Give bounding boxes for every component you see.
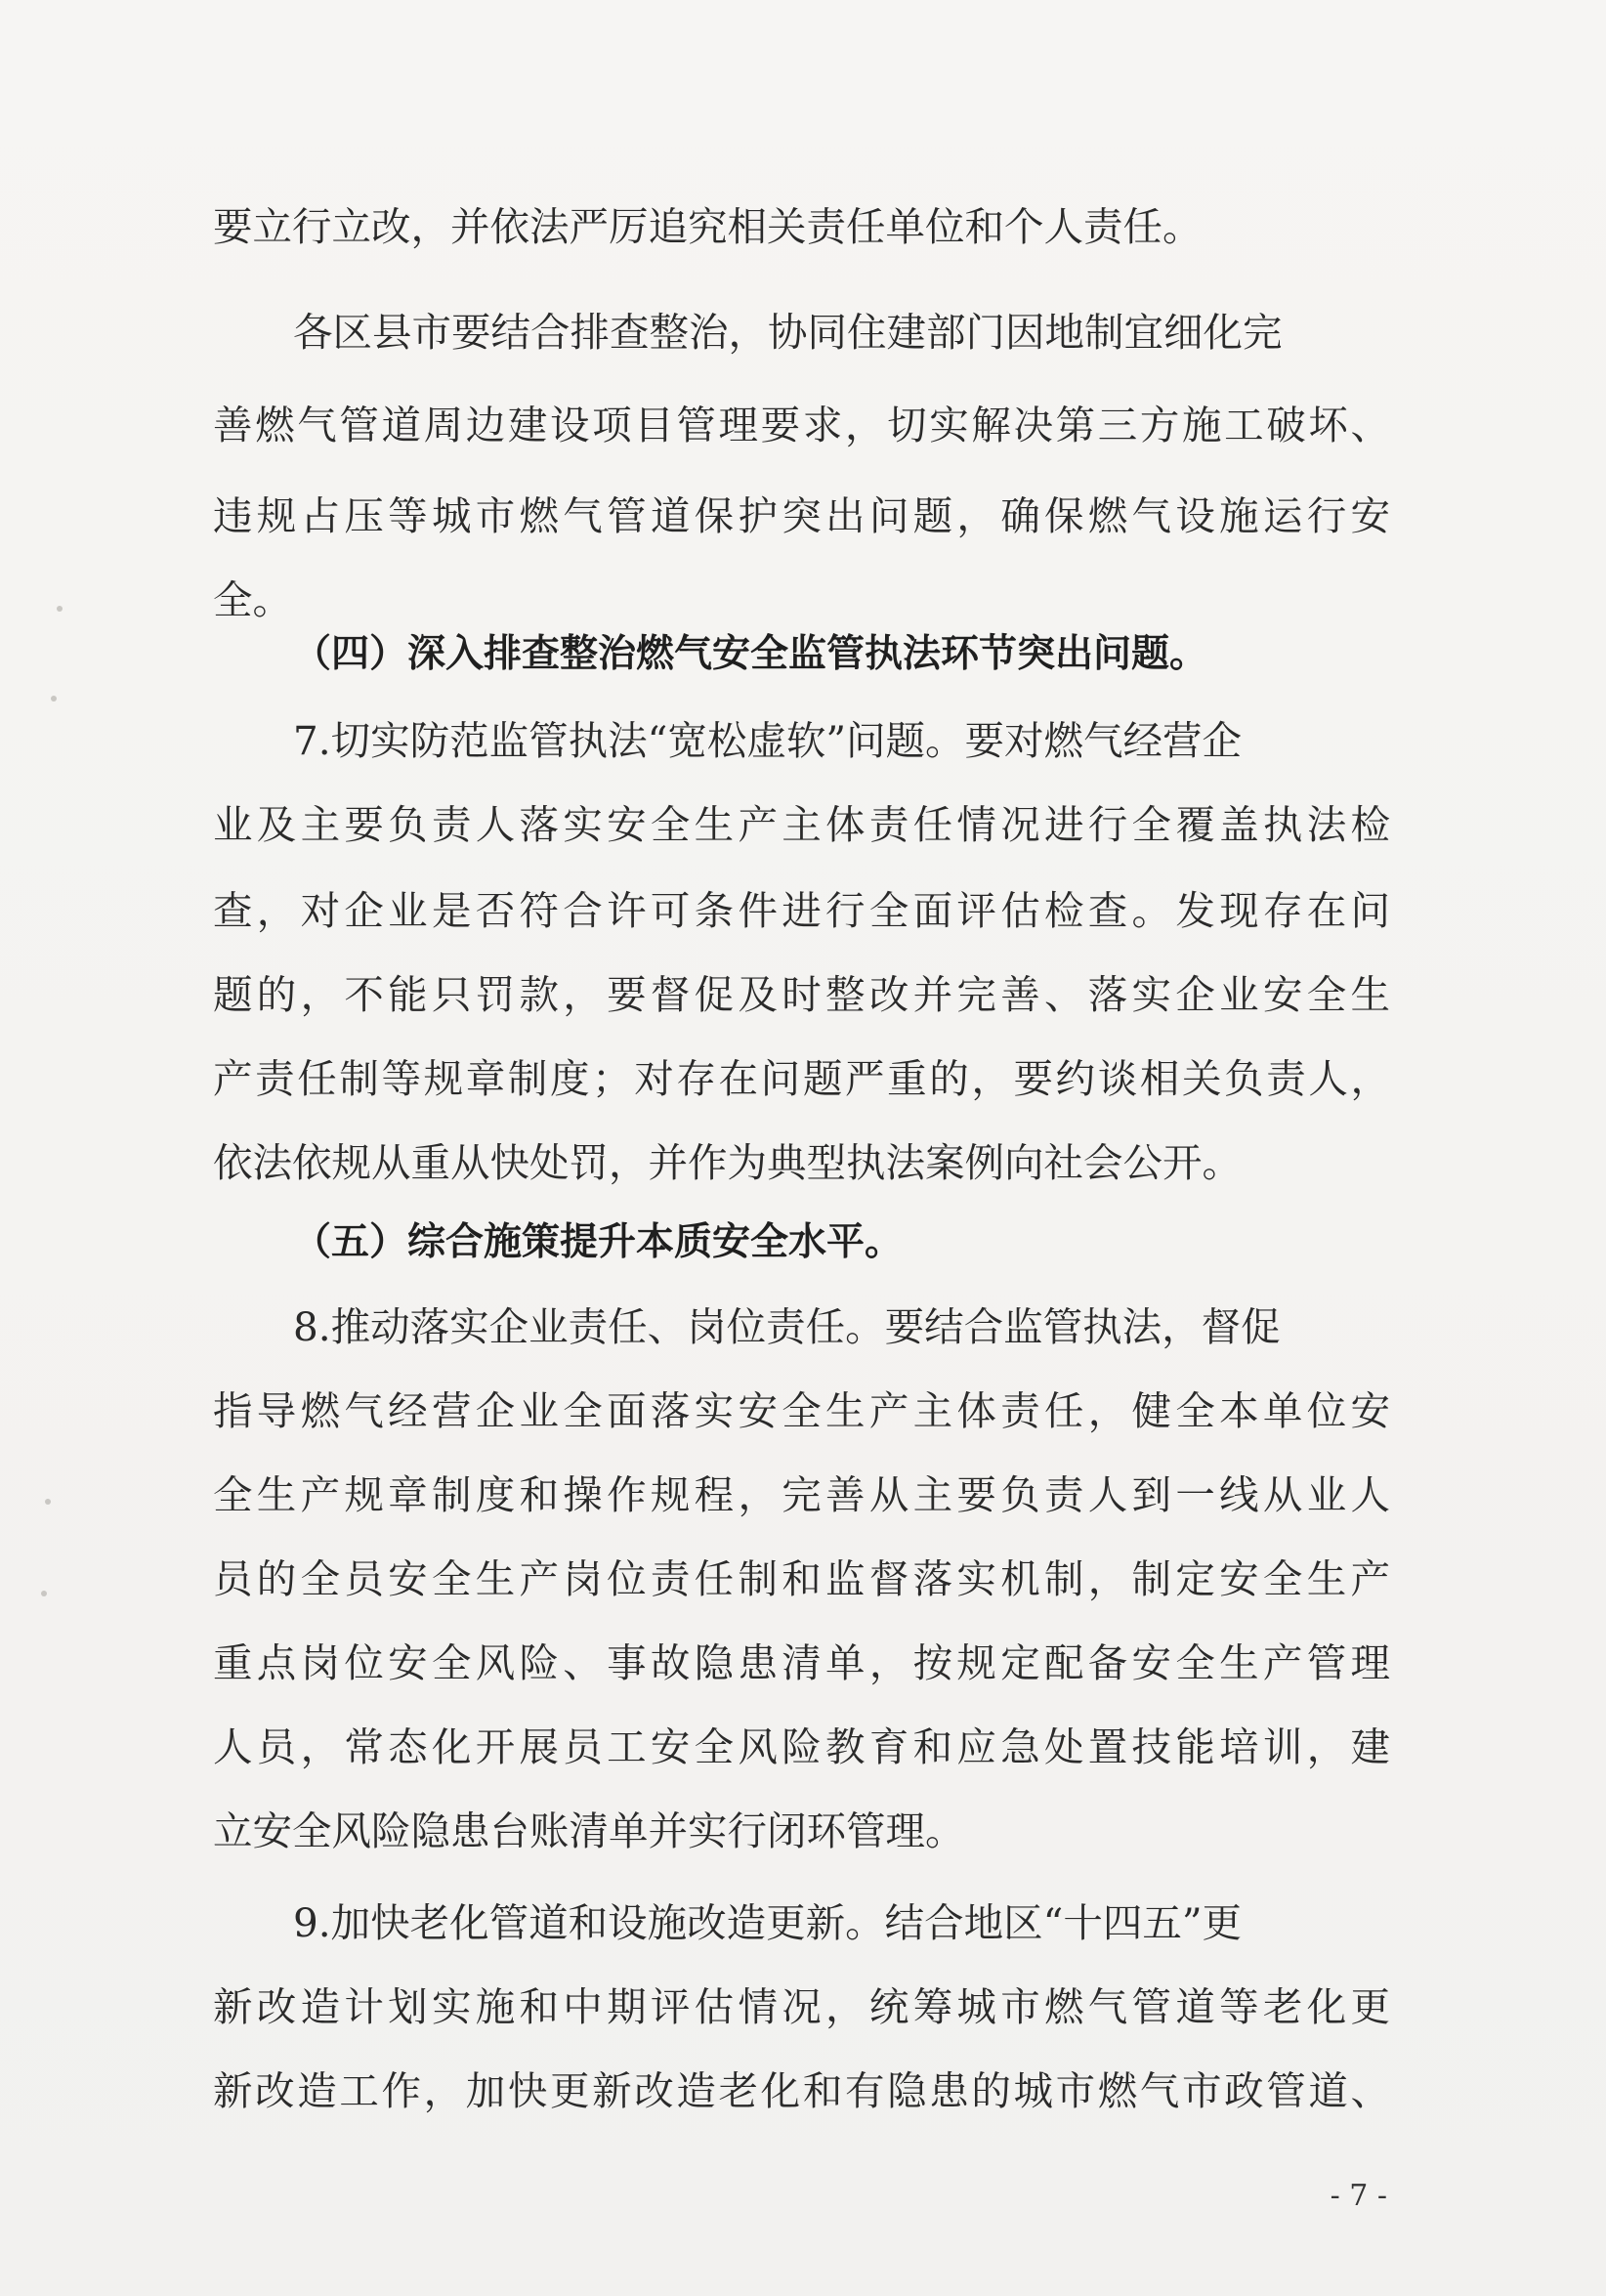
body-line-18: 重点岗位安全风险、事故隐患清单，按规定配备安全生产管理 xyxy=(213,1639,1390,1686)
body-line-1: 要立行立改，并依法严厉追究相关责任单位和个人责任。 xyxy=(213,203,1203,250)
body-line-11: 产责任制等规章制度；对存在问题严重的，要约谈相关负责人， xyxy=(213,1055,1390,1102)
body-line-2: 各区县市要结合排查整治，协同住建部门因地制宜细化完 xyxy=(293,309,1283,356)
section-heading-4: （四）深入排查整治燃气安全监管执法环节突出问题。 xyxy=(293,632,1208,676)
body-line-4: 违规占压等城市燃气管道保护突出问题，确保燃气设施运行安 xyxy=(213,492,1390,539)
body-line-22: 新改造计划实施和中期评估情况，统筹城市燃气管道等老化更 xyxy=(213,1983,1390,2030)
body-line-19: 人员，常态化开展员工安全风险教育和应急处置技能培训，建 xyxy=(213,1723,1390,1770)
section-heading-5: （五）综合施策提升本质安全水平。 xyxy=(293,1220,904,1264)
body-line-8: 业及主要负责人落实安全生产主体责任情况进行全覆盖执法检 xyxy=(213,801,1390,848)
body-line-3: 善燃气管道周边建设项目管理要求，切实解决第三方施工破坏、 xyxy=(213,402,1390,448)
binding-hole-3 xyxy=(45,1499,51,1505)
binding-hole-1 xyxy=(57,606,63,612)
body-line-17: 员的全员安全生产岗位责任制和监督落实机制，制定安全生产 xyxy=(213,1555,1390,1602)
page-number: - 7 - xyxy=(1330,2179,1387,2213)
body-line-14: 8.推动落实企业责任、岗位责任。要结合监管执法，督促 xyxy=(293,1303,1281,1350)
body-line-7: 7.切实防范监管执法“宽松虚软”问题。要对燃气经营企 xyxy=(293,717,1243,764)
body-line-5: 全。 xyxy=(213,576,292,623)
binding-hole-4 xyxy=(41,1591,47,1596)
body-line-9: 查，对企业是否符合许可条件进行全面评估检查。发现存在问 xyxy=(213,887,1390,934)
body-line-21: 9.加快老化管道和设施改造更新。结合地区“十四五”更 xyxy=(293,1899,1243,1946)
body-line-12: 依法依规从重从快处罚，并作为典型执法案例向社会公开。 xyxy=(213,1139,1242,1186)
binding-hole-2 xyxy=(51,696,57,702)
body-line-16: 全生产规章制度和操作规程，完善从主要负责人到一线从业人 xyxy=(213,1471,1390,1518)
body-line-23: 新改造工作，加快更新改造老化和有隐患的城市燃气市政管道、 xyxy=(213,2067,1390,2114)
body-line-20: 立安全风险隐患台账清单并实行闭环管理。 xyxy=(213,1807,965,1854)
body-line-15: 指导燃气经营企业全面落实安全生产主体责任，健全本单位安 xyxy=(213,1387,1390,1434)
body-line-10: 题的，不能只罚款，要督促及时整改并完善、落实企业安全生 xyxy=(213,971,1390,1018)
